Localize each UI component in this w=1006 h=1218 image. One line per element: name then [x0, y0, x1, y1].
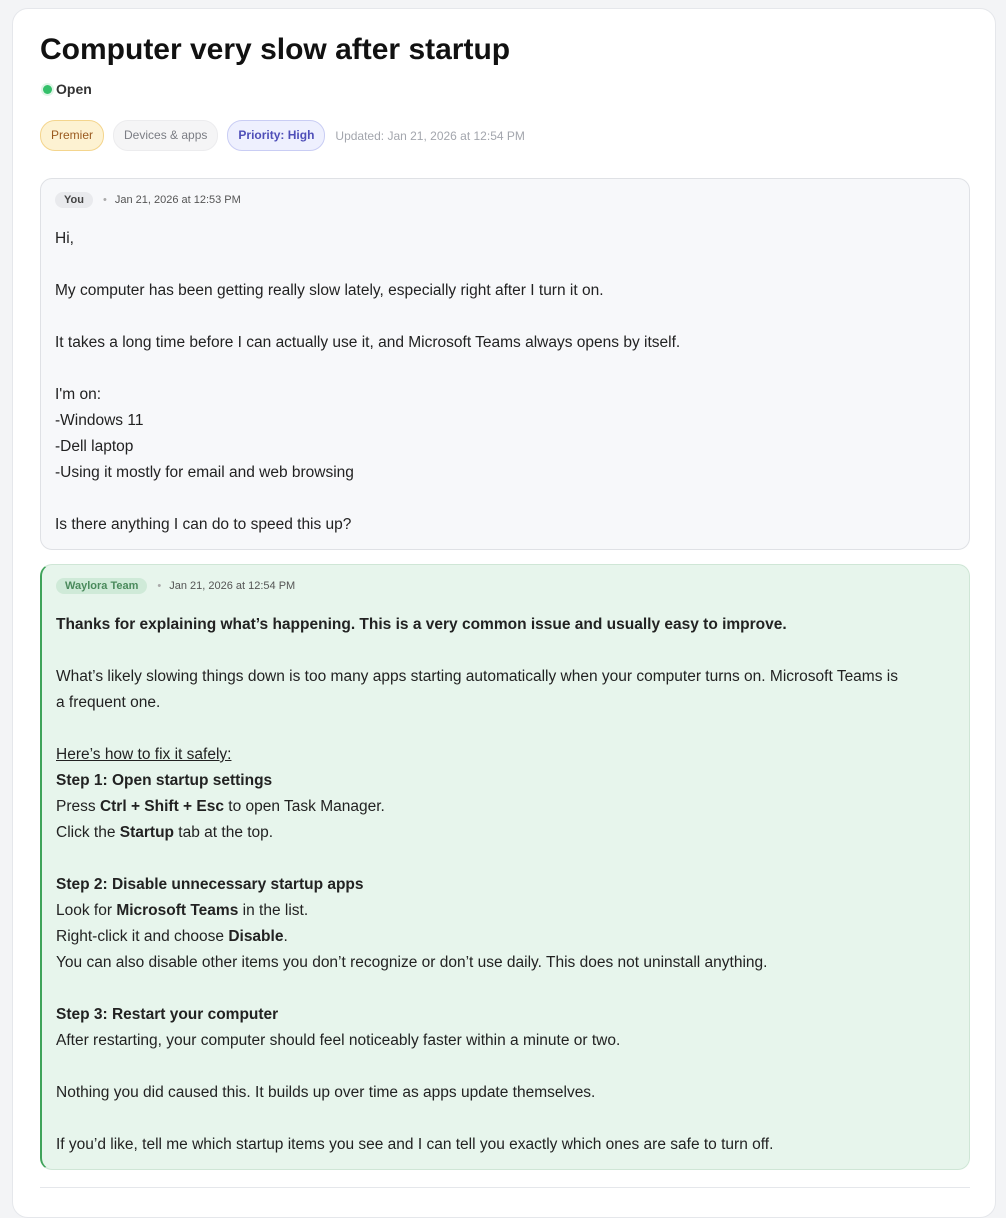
- message-timestamp: Jan 21, 2026 at 12:54 PM: [169, 580, 296, 592]
- category-badge: Devices & apps: [113, 120, 218, 151]
- message-line: [56, 794, 955, 820]
- blank-line: [55, 486, 955, 512]
- message-meta: [56, 577, 955, 595]
- blank-line: [55, 356, 955, 382]
- message-line: [55, 226, 955, 252]
- message-line: [56, 1132, 955, 1158]
- message-meta: [55, 191, 955, 209]
- bold-text: Disable: [228, 928, 284, 945]
- text: .: [283, 928, 288, 945]
- message-customer: [40, 178, 970, 550]
- message-line: [56, 820, 955, 846]
- author-badge: Waylora Team: [56, 578, 147, 594]
- message-line: [56, 950, 955, 976]
- message-line: [56, 1028, 955, 1054]
- author-badge: You: [55, 192, 93, 208]
- blank-line: [56, 1054, 955, 1080]
- message-line: [56, 664, 955, 690]
- bold-text: Startup: [119, 824, 174, 841]
- plan-badge: Premier: [40, 120, 104, 151]
- bold-text: Step 2: Disable unnecessary startup apps: [56, 876, 364, 893]
- separator-dot: •: [157, 580, 162, 592]
- blank-line: [56, 638, 955, 664]
- message-line: [55, 408, 955, 434]
- text: a frequent one.: [56, 694, 161, 711]
- text: Click the: [56, 824, 120, 841]
- text: Hi,: [55, 230, 74, 247]
- text: tab at the top.: [174, 824, 274, 841]
- underlined-text: Here’s how to fix it safely:: [56, 746, 232, 763]
- message-line: [56, 924, 955, 950]
- status-indicator: [43, 81, 92, 97]
- text: -Dell laptop: [55, 438, 134, 455]
- text: You can also disable other items you don’t recognize or don’t use daily. This does not uninstall anything.: [56, 954, 768, 971]
- message-line: [55, 434, 955, 460]
- text: Press: [56, 798, 100, 815]
- text: After restarting, your computer should feel noticeably faster within a minute or two.: [56, 1032, 621, 1049]
- message-line: [55, 278, 955, 304]
- divider: [40, 1187, 970, 1188]
- text: in the list.: [238, 902, 309, 919]
- text: to open Task Manager.: [223, 798, 385, 815]
- message-line: [56, 612, 955, 638]
- status-dot-icon: [43, 85, 52, 94]
- text: My computer has been getting really slow lately, especially right after I turn it on.: [55, 282, 604, 299]
- message-support-reply: [40, 564, 970, 1170]
- priority-badge: Priority: High: [227, 120, 325, 151]
- blank-line: [56, 976, 955, 1002]
- message-line: [56, 898, 955, 924]
- message-line: [56, 690, 955, 716]
- blank-line: [55, 252, 955, 278]
- message-line: [55, 512, 955, 538]
- text: If you’d like, tell me which startup items you see and I can tell you exactly which ones are safe to turn off.: [56, 1136, 774, 1153]
- bold-text: Thanks for explaining what’s happening. This is a very common issue and usually easy to improve.: [56, 616, 787, 633]
- message-body: [55, 226, 955, 538]
- message-body: [56, 612, 955, 1158]
- blank-line: [56, 716, 955, 742]
- bold-text: Microsoft Teams: [116, 902, 239, 919]
- bold-text: Ctrl + Shift + Esc: [99, 798, 224, 815]
- text: -Using it mostly for email and web browsing: [55, 464, 354, 481]
- ticket-card: [12, 8, 996, 1218]
- message-line: [56, 1080, 955, 1106]
- ticket-tags: [40, 120, 525, 151]
- message-line: [55, 330, 955, 356]
- text: Right-click it and choose: [56, 928, 229, 945]
- message-line: [55, 382, 955, 408]
- text: It takes a long time before I can actually use it, and Microsoft Teams always opens by itself.: [55, 334, 681, 351]
- updated-timestamp: Updated: Jan 21, 2026 at 12:54 PM: [335, 128, 525, 143]
- bold-text: Step 1: Open startup settings: [56, 772, 273, 789]
- message-line: [55, 460, 955, 486]
- message-line: [56, 768, 955, 794]
- message-timestamp: Jan 21, 2026 at 12:53 PM: [114, 194, 241, 206]
- text: Look for: [56, 902, 117, 919]
- text: I'm on:: [55, 386, 102, 403]
- bold-text: Step 3: Restart your computer: [56, 1006, 279, 1023]
- text: Nothing you did caused this. It builds up over time as apps update themselves.: [56, 1084, 596, 1101]
- message-line: [56, 742, 955, 768]
- status-label: Open: [56, 81, 92, 97]
- blank-line: [56, 846, 955, 872]
- page-title: Computer very slow after startup: [40, 33, 511, 66]
- message-line: [56, 1002, 955, 1028]
- blank-line: [56, 1106, 955, 1132]
- text: Is there anything I can do to speed this up?: [55, 516, 352, 533]
- message-line: [56, 872, 955, 898]
- separator-dot: •: [102, 194, 107, 206]
- text: -Windows 11: [55, 412, 144, 429]
- blank-line: [55, 304, 955, 330]
- text: What’s likely slowing things down is too many apps starting automatically when your computer turns on. Microsoft Teams is: [56, 668, 898, 685]
